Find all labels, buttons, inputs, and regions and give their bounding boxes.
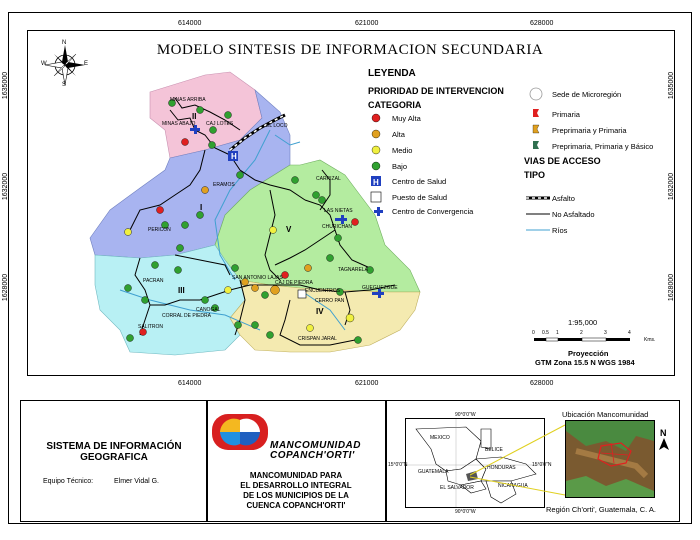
legend-title: LEYENDA [368, 68, 416, 79]
legend-cat-muy-alta: Muy Alta [392, 114, 421, 123]
legend-convergencia: Centro de Convergencia [392, 207, 474, 216]
coord-bot-1: 614000 [178, 380, 202, 387]
marker [182, 139, 189, 146]
team-name: Elmer Vidal G. [114, 478, 159, 485]
marker [307, 325, 314, 332]
legend-microregion: Sede de Microregión [552, 90, 622, 99]
marker [313, 192, 320, 199]
marker [237, 172, 244, 179]
marker [355, 337, 362, 344]
coord-top-2: 621000 [355, 20, 379, 27]
org-line-3: DE LOS MUNICIPIOS DE LA [243, 491, 349, 500]
org-line-2: EL DESARROLLO INTEGRAL [240, 481, 352, 490]
region-iii-area [95, 245, 245, 355]
inset-honduras: HONDURAS [487, 465, 516, 471]
north-arrow-icon: N [660, 428, 667, 438]
marker [177, 245, 184, 252]
marker [182, 222, 189, 229]
legend-priority-title: PRIORIDAD DE INTERVENCION [368, 86, 504, 96]
inset-connector [470, 420, 570, 500]
legend-category-title: CATEGORIA [368, 100, 422, 110]
inset-nicaragua: NICARAGUA [498, 483, 528, 489]
marker [267, 332, 274, 339]
place-label: CARRIZAL [316, 176, 341, 182]
place-label: CAJ LOTES [206, 121, 234, 127]
scale-tick-2: 2 [580, 330, 583, 336]
legend-roads-type: TIPO [524, 170, 546, 180]
region-label-iii: III [178, 286, 185, 295]
legend-cat-medio: Medio [392, 146, 413, 155]
place-label: MINAS ARRIBA [170, 97, 206, 103]
region-label-v: V [286, 225, 292, 234]
inset-coord-top: 90°0'0"W [455, 412, 476, 418]
marker [125, 229, 132, 236]
inset-coord-bottom: 90°0'0"W [455, 509, 476, 515]
inset-el-salvador: EL SALVADOR [440, 485, 474, 491]
place-label: EL LOCO [266, 123, 288, 129]
marker [232, 265, 239, 272]
svg-text:H: H [373, 178, 379, 187]
inset-mexico: MEXICO [430, 435, 450, 441]
marker [335, 235, 342, 242]
legend-road-no-asfaltado: No Asfaltado [552, 210, 595, 219]
marker [157, 207, 164, 214]
legend-road-rios: Ríos [552, 226, 568, 235]
marker [175, 267, 182, 274]
coord-bot-3: 628000 [530, 380, 554, 387]
team-label: Equipo Técnico: [43, 478, 94, 485]
marker [252, 285, 259, 292]
place-label: CANOGAL [196, 307, 221, 313]
coord-top-1: 614000 [178, 20, 202, 27]
legend-school-1: Primaria [552, 110, 580, 119]
marker [271, 286, 280, 295]
marker [202, 187, 209, 194]
place-label: TAGNARELA [338, 267, 368, 273]
inset-guatemala: GUATEMALA [418, 469, 449, 475]
compass-w: W [41, 61, 47, 67]
marker [197, 107, 204, 114]
place-label: CERRO PAN [315, 298, 345, 304]
org-line-1: MANCOMUNIDAD PARA [249, 471, 343, 480]
place-label: PERICON [148, 227, 171, 233]
scale-tick-1: 1 [556, 330, 559, 336]
legend-symbols [360, 110, 390, 220]
marker [352, 219, 359, 226]
svg-text:H: H [231, 152, 237, 161]
legend-school-2: Preprimaria y Primaria [552, 126, 627, 135]
scale-tick-4: 4 [628, 330, 631, 336]
legend-road-asfalto: Asfalto [552, 194, 575, 203]
coord-right-1: 1635000 [668, 71, 676, 100]
coord-top-3: 628000 [530, 20, 554, 27]
legend-centro-salud: Centro de Salud [392, 177, 447, 186]
logo-text-2: COPANCH'ORTI' [270, 450, 355, 461]
location-caption: Región Ch'orti', Guatemala, C. A. [546, 505, 656, 514]
coord-right-2: 1632000 [668, 172, 676, 201]
legend-roads-title: VIAS DE ACCESO [524, 156, 601, 166]
marker [225, 112, 232, 119]
projection-line1: Proyección [568, 349, 609, 358]
legend-cat-bajo: Bajo [392, 162, 408, 171]
marker [142, 297, 149, 304]
marker [209, 142, 216, 149]
place-label: ENCUENTROS [305, 288, 341, 294]
marker [225, 287, 232, 294]
place-label: CAJ DE PIEDRA [275, 280, 313, 286]
scale-unit: Kms. [644, 337, 656, 343]
scale-tick-3: 3 [604, 330, 607, 336]
region-label-i: I [200, 203, 203, 212]
marker [292, 177, 299, 184]
marker [127, 335, 134, 342]
compass-n: N [62, 40, 67, 46]
marker [210, 127, 217, 134]
legend-puesto-salud: Puesto de Salud [392, 193, 448, 202]
inset-belice: BELICE [485, 447, 503, 453]
scale-label: 1:95,000 [568, 318, 598, 327]
marker [327, 255, 334, 262]
coord-left-1: 1635000 [2, 71, 10, 100]
marker [152, 262, 159, 269]
place-label: ERAMOS [213, 182, 235, 188]
place-label: PACRAN [143, 278, 164, 284]
inset-coord-right: 15°0'0"N [532, 462, 552, 468]
marker [346, 314, 354, 322]
place-label: GUEGUEZGUE [362, 285, 398, 291]
org-line-4: CUENCA COPANCH'ORTI' [246, 501, 346, 510]
marker [202, 297, 209, 304]
marker [262, 292, 269, 299]
location-title: Ubicación Mancomunidad [562, 410, 649, 419]
logo-text-1: MANCOMUNIDAD [270, 440, 361, 451]
marker [319, 197, 326, 204]
coord-bot-2: 621000 [355, 380, 379, 387]
sys-title: SISTEMA DE INFORMACIÓN GEOGRAFICA [46, 441, 182, 463]
scale-tick-0: 0 [532, 330, 535, 336]
logo-icon [210, 410, 270, 454]
marker [125, 285, 132, 292]
place-label: SALITRON [138, 324, 164, 330]
coord-left-3: 1628000 [2, 273, 10, 302]
marker [252, 322, 259, 329]
place-label: CHURICHAN [322, 224, 352, 230]
place-label: SAN ANTONIO LAJAS [232, 275, 283, 281]
inset-coord-left: 15°0'0"N [388, 462, 408, 468]
coord-left-2: 1632000 [2, 172, 10, 201]
projection-line2: GTM Zona 15.5 N WGS 1984 [535, 358, 635, 367]
region-label-iv: IV [316, 307, 324, 316]
region-label-ii: II [192, 112, 197, 121]
legend-cat-alta: Alta [392, 130, 405, 139]
scale-tick-05: 0.5 [542, 330, 549, 336]
marker [270, 227, 277, 234]
compass-s: S [62, 82, 67, 88]
north-arrow-shape [658, 438, 670, 452]
location-map [566, 421, 654, 497]
marker [235, 322, 242, 329]
place-label: MINAS ABAJO [162, 121, 196, 127]
marker [197, 212, 204, 219]
map-title: MODELO SINTESIS DE INFORMACION SECUNDARIA [156, 42, 544, 58]
place-label: LAS NIETAS [324, 208, 353, 214]
legend-school-3: Preprimaria, Primaria y Básico [552, 142, 654, 151]
place-label: CORRAL DE PIEDRA [162, 313, 211, 319]
coord-right-3: 1628000 [668, 273, 676, 302]
compass-e: E [84, 61, 89, 67]
place-label: CRISPAN JARAL [298, 336, 337, 342]
marker [305, 265, 312, 272]
